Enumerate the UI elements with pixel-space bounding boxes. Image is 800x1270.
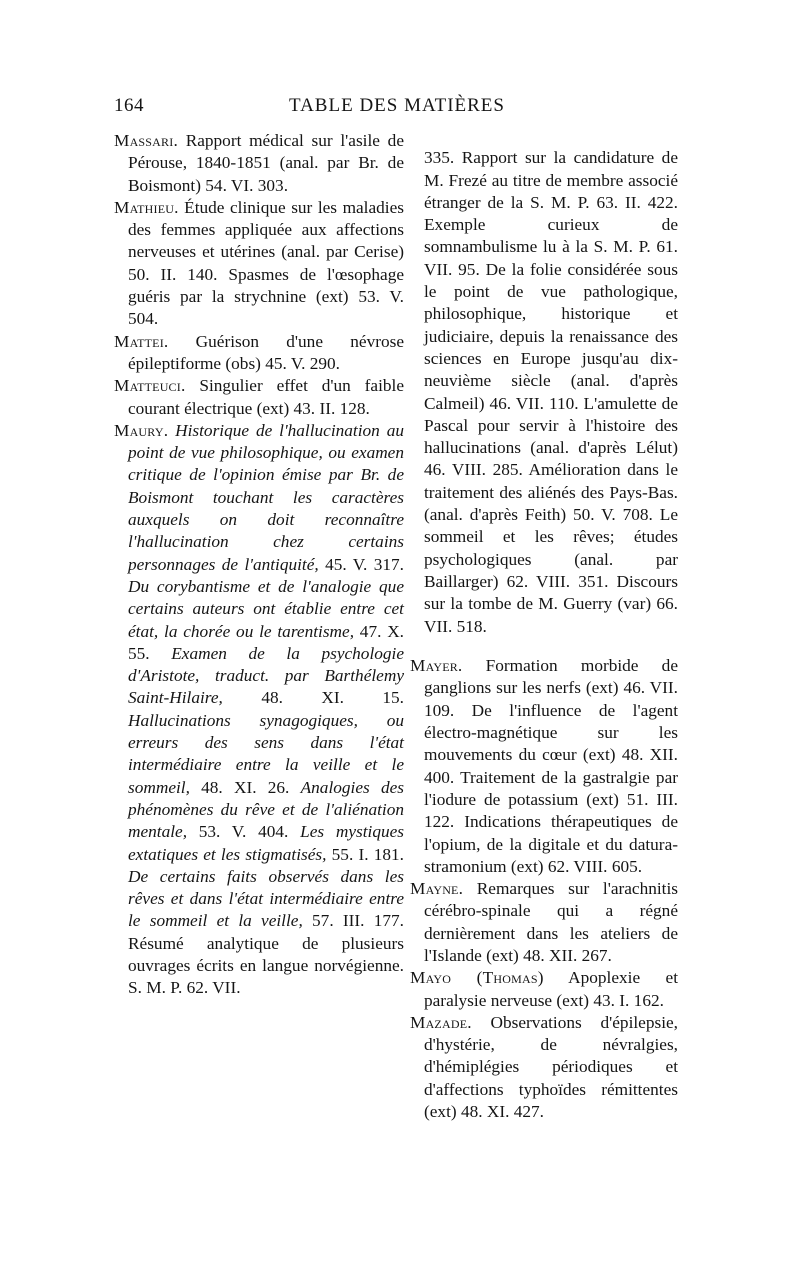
entry-name: Matteuci.: [114, 376, 186, 396]
entry-text: Singulier effet d'un faible courant électrique (ext) 43. II. 128.: [128, 376, 404, 418]
running-title: TABLE DES MATIÈRES: [289, 95, 505, 116]
work-title: Hallucinations synagogiques, ou erreurs des sens dans l'état intermédiaire entre la veille et le sommeil,: [128, 710, 404, 797]
work-title: Les mystiques extatiques et les stigmatisés,: [128, 822, 404, 864]
index-entry-massari: [114, 130, 404, 197]
work-reference: 45. V. 317.: [318, 554, 404, 574]
index-entry-mayo: [410, 967, 678, 1012]
work-title: Du corybantisme et de l'analogie que certains auteurs ont établie entre cet état, la chorée ou le tarentisme,: [128, 576, 404, 641]
index-entry-maury-continued: [410, 147, 678, 638]
entry-name: Mathieu.: [114, 197, 179, 217]
entry-text: Guérison d'une névrose épileptiforme (obs) 45. V. 290.: [128, 331, 404, 373]
entry-text: Remarques sur l'arachnitis cérébro-spinale qui a régné dernièrement dans les ateliers de l'Islande (ext) 48. XII. 267.: [424, 879, 678, 965]
index-entry-mayne: [410, 878, 678, 967]
entry-text: 335. Rapport sur la candidature de M. Frezé au titre de membre associé étranger de la S. M. P. 63. II. 422. Exemple curieux de somnambulisme lu à la S. M. P. 61. VII. 95. De la folie considérée sous le point de vue pathologique, philosophique, historique et judiciaire, depuis la renaissance des sciences en Europe jusqu'au dix-neuvième siècle (anal. d'après Calmeil) 46. VII. 110. L'amulette de Pascal pour servir à l'histoire des hallucinations (anal. d'après Lélut) 46. VIII. 285. Amélioration dans le traitement des aliénés des Pays-Bas. (anal. d'après Feith) 50. V. 708. Le sommeil et les rêves; études psychologiques (anal. par Baillarger) 62. VIII. 351. Discours sur la tombe de M. Guerry (var) 66. VII. 518.: [424, 148, 678, 636]
index-entry-mathieu: [114, 197, 404, 331]
entry-name: Massari.: [114, 131, 178, 150]
work-reference: 48. XI. 26.: [189, 777, 301, 797]
entry-name: Mattei.: [114, 331, 169, 351]
index-entry-mattei: [114, 331, 404, 376]
work-reference: 47. X. 55.: [128, 621, 404, 663]
right-column: [410, 130, 678, 1123]
entry-name: Mayne.: [410, 879, 464, 899]
work-reference: 55. I. 181.: [326, 844, 404, 864]
work-title: Examen de la psychologie d'Aristote, traduct. par Barthélemy Saint-Hilaire,: [128, 643, 404, 708]
index-entry-matteuci: [114, 375, 404, 420]
entry-name: Maury.: [114, 420, 169, 440]
page-header: [114, 95, 680, 125]
work-reference: 48. XI. 15.: [222, 688, 404, 708]
left-column: [114, 130, 404, 1000]
index-entry-mayer: [410, 655, 678, 878]
page-number: 164: [114, 95, 144, 116]
work-reference: 53. V. 404.: [187, 822, 301, 842]
entry-name: Mayo (Thomas): [410, 968, 544, 988]
work-title: Historique de l'hallucination au point de vue philosophique, ou examen critique de l'opinion émise par Br. de Boismont touchant les caractères auxquels on doit reconnaître l'hallucination chez certains personnages de l'antiquité,: [128, 420, 404, 574]
entry-name: Mayer.: [410, 656, 463, 676]
entry-name: Mazade.: [410, 1012, 472, 1032]
index-entry-maury: [114, 420, 404, 1000]
index-entry-mazade: [410, 1012, 678, 1123]
entry-text: Observations d'épilepsie, d'hystérie, de névralgies, d'hémiplégies périodiques et d'affections typhoïdes rémittentes (ext) 48. XI. 427.: [424, 1012, 678, 1122]
work-title: De certains faits observés dans les rêves et dans l'état intermédiaire entre le sommeil et la veille,: [128, 866, 404, 931]
entry-text: Rapport médical sur l'asile de Pérouse, 1840-1851 (anal. par Br. de Boismont) 54. VI. 303.: [128, 131, 404, 195]
entry-text: Étude clinique sur les maladies des femmes appliquée aux affections nerveuses et utérines (anal. par Cerise) 50. II. 140. Spasmes de l'œsophage guéris par la strychnine (ext) 53. V. 504.: [128, 197, 404, 329]
entry-text: Apoplexie et paralysie nerveuse (ext) 43. I. 162.: [424, 968, 678, 1010]
entry-text: Formation morbide de ganglions sur les nerfs (ext) 46. VII. 109. De l'influence de l'agent électro-magnétique sur les mouvements du cœur (ext) 48. XII. 400. Traitement de la gastralgie par l'iodure de potassium (ext) 51. III. 122. Indications thérapeutiques de l'opium, de la digitale et du datura-stramonium (ext) 62. VIII. 605.: [424, 656, 678, 876]
work-reference: 57. III. 177. Résumé analytique de plusieurs ouvrages écrits en langue norvégienne. S. M. P. 62. VII.: [128, 911, 405, 998]
work-title: Analogies des phénomènes du rêve et de l'aliénation mentale,: [128, 777, 404, 842]
